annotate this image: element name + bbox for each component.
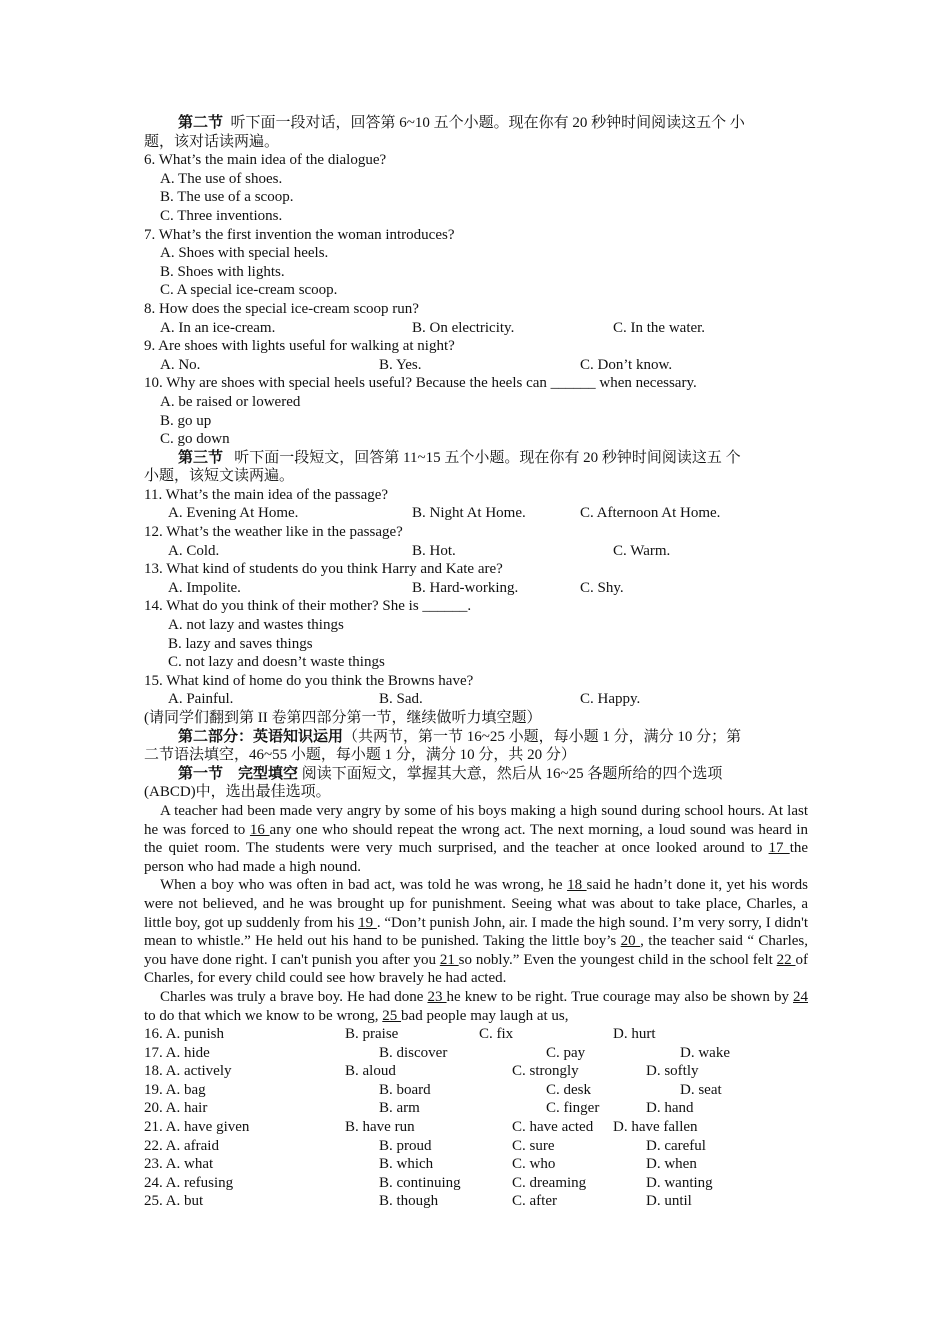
blank-19: 19	[358, 914, 377, 931]
option-b: B. discover	[379, 1044, 448, 1061]
question-11-option-a: A. Evening At Home.	[168, 505, 299, 522]
option-d: D. when	[646, 1156, 697, 1173]
question-7-option-a: A. Shoes with special heels.	[160, 245, 329, 262]
question-10-option-c: C. go down	[160, 431, 230, 448]
passage-paragraph-2	[144, 876, 808, 988]
passage-text: any one who should repeat the wrong act. The next morning, a loud sound was heard in the quiet room. The students were very much surprised, and the teacher at once looked around to	[144, 821, 808, 857]
option-b: B. though	[379, 1193, 439, 1210]
passage-paragraph-1	[144, 802, 808, 876]
option-b: B. aloud	[345, 1063, 396, 1080]
option-b: B. continuing	[379, 1174, 461, 1191]
question-14-option-c: C. not lazy and doesn’t waste things	[168, 654, 385, 671]
section-3-header	[144, 449, 808, 468]
cloze-option-row	[144, 1062, 808, 1081]
cloze-option-row	[144, 1155, 808, 1174]
cloze-option-row	[144, 1137, 808, 1156]
question-15-options	[144, 690, 808, 709]
blank-17: 17	[768, 840, 790, 857]
blank-23: 23	[427, 988, 447, 1005]
blank-24: 24	[793, 988, 809, 1005]
question-13-option-b: B. Hard-working.	[412, 579, 519, 596]
question-9-option-a: A. No.	[160, 356, 201, 373]
question-8-options	[144, 319, 808, 338]
question-15-option-c: C. Happy.	[580, 691, 641, 708]
question-6-option-b: B. The use of a scoop.	[160, 189, 294, 206]
passage-text: . “Don’t punish John, air. I made the high sound. I’m very sorry, I didn't mean to whistle.” He held out his hand to be punished. Taking the little boy’s	[144, 914, 808, 950]
option-d: D. careful	[646, 1137, 706, 1154]
option-d: D. hand	[646, 1100, 694, 1117]
question-12-option-b: B. Hot.	[412, 542, 456, 559]
question-12-stem: 12. What’s the weather like in the passage?	[144, 524, 403, 541]
blank-20: 20	[620, 933, 641, 950]
option-d: D. seat	[680, 1081, 722, 1098]
option-b: B. arm	[379, 1100, 420, 1117]
section-2-instructions-cont: 题，该对话读两遍。	[144, 133, 280, 150]
blank-22: 22	[776, 951, 796, 968]
blank-18: 18	[567, 877, 587, 894]
question-7-option-b: B. Shoes with lights.	[160, 263, 285, 280]
section-2-title: 第二节	[178, 115, 224, 131]
question-12-options	[144, 542, 808, 561]
option-b: B. praise	[345, 1026, 399, 1043]
option-c: C. who	[512, 1156, 556, 1173]
blank-25: 25	[382, 1007, 402, 1024]
question-9-option-b: B. Yes.	[379, 356, 422, 373]
question-12-option-a: A. Cold.	[168, 542, 220, 559]
option-b: B. which	[379, 1156, 434, 1173]
question-9-stem: 9. Are shoes with lights useful for walking at night?	[144, 338, 455, 355]
question-9-option-c: C. Don’t know.	[580, 356, 673, 373]
question-8-option-a: A. In an ice-cream.	[160, 319, 276, 336]
option-a: 16. A. punish	[144, 1026, 225, 1043]
option-a: 21. A. have given	[144, 1119, 250, 1136]
option-c: C. fix	[479, 1026, 514, 1043]
question-11-stem: 11. What’s the main idea of the passage?	[144, 486, 389, 503]
cloze-instructions-cont: (ABCD)中，选出最佳选项。	[144, 784, 331, 801]
passage-text: he knew to be right. True courage may also be shown by	[446, 988, 794, 1005]
question-15-stem: 15. What kind of home do you think the Browns have?	[144, 672, 474, 689]
question-9-options	[144, 356, 808, 375]
option-a: 22. A. afraid	[144, 1137, 219, 1154]
option-a: 18. A. actively	[144, 1063, 232, 1080]
option-c: C. pay	[546, 1044, 586, 1061]
question-10-option-a: A. be raised or lowered	[160, 393, 301, 410]
passage-text: to do that which we know to be wrong,	[144, 1007, 383, 1024]
question-15-option-a: A. Painful.	[168, 691, 234, 708]
question-14-option-b: B. lazy and saves things	[168, 635, 313, 652]
question-12-option-c: C. Warm.	[613, 542, 671, 559]
option-b: B. have run	[345, 1119, 415, 1136]
section-2-instructions: 听下面一段对话，回答第 6~10 五个小题。现在你有 20 秒钟时间阅读这五个 小	[230, 115, 745, 131]
passage-text: the person who had made a high nound.	[144, 840, 809, 875]
question-7-stem: 7. What’s the first invention the woman introduces?	[144, 226, 455, 243]
question-13-options	[144, 579, 808, 598]
question-10-option-b: B. go up	[160, 412, 212, 429]
passage-text: A teacher had been made very angry by some of his boys making a high sound during school hours. At last he was forced to	[144, 802, 808, 838]
question-15-option-b: B. Sad.	[379, 691, 423, 708]
option-c: C. finger	[546, 1100, 600, 1117]
blank-16: 16	[249, 821, 270, 838]
section-3-instructions: 听下面一段短文，回答第 11~15 五个小题。现在你有 20 秒钟时间阅读这五 个	[234, 449, 741, 466]
option-a: 17. A. hide	[144, 1044, 210, 1061]
part-2-instructions-cont: 二节语法填空，46~55 小题，每小题 1 分，满分 10 分，共 20 分）	[144, 747, 576, 764]
passage-text: Charles was truly a brave boy. He had done	[160, 988, 428, 1005]
cloze-option-row	[144, 1081, 808, 1100]
passage-text: so nobly.” Even the youngest child in the school felt	[458, 951, 777, 968]
option-a: 25. A. but	[144, 1193, 204, 1210]
question-11-option-c: C. Afternoon At Home.	[580, 505, 721, 522]
cloze-options	[144, 1025, 808, 1211]
passage-paragraph-3	[144, 988, 808, 1025]
option-b: B. proud	[379, 1137, 432, 1154]
part-2-title: 第二部分：英语知识运用	[178, 728, 344, 745]
section-3-instructions-cont: 小题，该短文读两遍。	[144, 468, 295, 485]
cloze-instructions: 阅读下面短文，掌握其大意，然后从 16~25 各题所给的四个选项	[301, 765, 723, 782]
option-a: 20. A. hair	[144, 1100, 208, 1117]
exam-page	[144, 114, 808, 1211]
question-11-options	[144, 504, 808, 523]
blank-21: 21	[439, 951, 459, 968]
option-b: B. board	[379, 1081, 431, 1098]
passage-text: , the teacher said “ Charles, you have done right. I can't punish you after you	[144, 933, 809, 968]
question-6-option-a: A. The use of shoes.	[160, 170, 283, 187]
question-13-option-c: C. Shy.	[580, 579, 624, 596]
option-d: D. hurt	[613, 1026, 656, 1043]
question-6-option-c: C. Three inventions.	[160, 207, 283, 224]
option-c: C. sure	[512, 1137, 555, 1154]
question-7-option-c: C. A special ice-cream scoop.	[160, 282, 338, 299]
option-d: D. wanting	[646, 1174, 713, 1191]
option-d: D. wake	[680, 1044, 730, 1061]
question-13-option-a: A. Impolite.	[168, 579, 241, 596]
question-8-option-c: C. In the water.	[613, 319, 706, 336]
cloze-title: 第一节 完型填空	[178, 765, 299, 782]
cloze-option-row	[144, 1044, 808, 1063]
cloze-header	[144, 765, 808, 784]
question-14-stem: 14. What do you think of their mother? She is ______.	[144, 598, 472, 615]
question-14-option-a: A. not lazy and wastes things	[168, 617, 344, 634]
option-d: D. softly	[646, 1063, 699, 1080]
section-2-header	[144, 114, 808, 133]
section-3-title: 第三节	[178, 449, 224, 466]
option-c: C. after	[512, 1193, 557, 1210]
cloze-option-row	[144, 1174, 808, 1193]
question-11-option-b: B. Night At Home.	[412, 505, 526, 522]
cloze-option-row	[144, 1192, 808, 1211]
cloze-option-row	[144, 1099, 808, 1118]
part-2-instructions: （共两节，第一节 16~25 小题，每小题 1 分，满分 10 分；第	[343, 728, 742, 745]
turn-page-note: (请同学们翻到第 II 卷第四部分第一节，继续做听力填空题）	[144, 710, 542, 726]
option-d: D. have fallen	[613, 1119, 698, 1136]
cloze-option-row	[144, 1025, 808, 1044]
option-d: D. until	[646, 1193, 692, 1210]
passage-text: said he hadn’t done it, yet his words were not believed, and he was brought up for punishment. Seeing what was about to take place, Charles, a little boy, got up suddenly from his	[144, 877, 808, 931]
question-8-option-b: B. On electricity.	[412, 319, 515, 336]
cloze-option-row	[144, 1118, 808, 1137]
option-c: C. strongly	[512, 1063, 579, 1080]
option-c: C. have acted	[512, 1119, 594, 1136]
passage-text: bad people may laugh at us,	[401, 1007, 569, 1024]
question-10-stem: 10. Why are shoes with special heels useful? Because the heels can ______ when necessary.	[144, 375, 697, 392]
question-6-stem: 6. What’s the main idea of the dialogue?	[144, 152, 387, 169]
option-a: 23. A. what	[144, 1156, 214, 1173]
question-8-stem: 8. How does the special ice-cream scoop run?	[144, 300, 419, 317]
passage-text: of Charles, for every child could see how bravely he had acted.	[144, 951, 809, 987]
option-a: 19. A. bag	[144, 1081, 206, 1098]
part-2-header	[144, 728, 808, 747]
option-c: C. dreaming	[512, 1174, 587, 1191]
option-a: 24. A. refusing	[144, 1174, 234, 1191]
question-13-stem: 13. What kind of students do you think Harry and Kate are?	[144, 561, 503, 578]
passage-text: When a boy who was often in bad act, was told he was wrong, he	[160, 877, 568, 894]
option-c: C. desk	[546, 1081, 591, 1098]
